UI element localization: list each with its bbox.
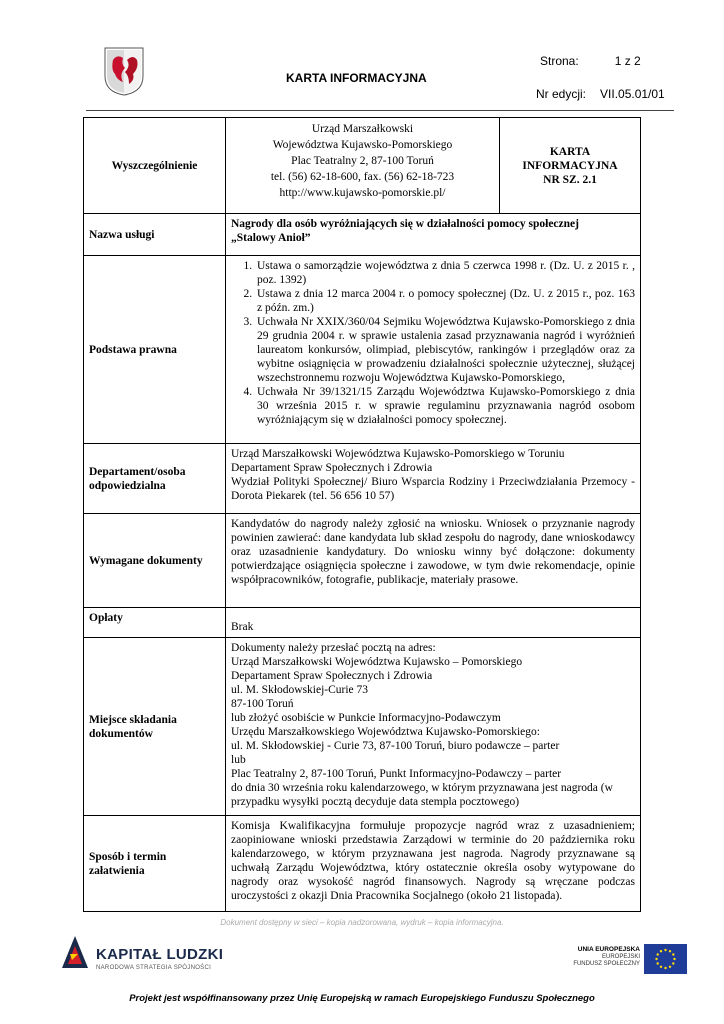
table-row-spec (84, 118, 641, 214)
row-label-docs: Wymagane dokumenty (84, 514, 226, 608)
place-line: Urząd Marszałkowski Województwa Kujawsko – Pomorskiego (231, 656, 523, 668)
place-line: Urzędu Marszałkowskiego Województwa Kujawsko-Pomorskiego: (231, 726, 540, 738)
edition-label: Nr edycji: (536, 87, 587, 101)
place-line: 87-100 Toruń (231, 698, 294, 710)
dept-line-2: Departament Spraw Społecznych i Zdrowia (231, 462, 433, 474)
row-label-spec: Wyszczególnienie (84, 118, 226, 214)
table-row-basis (84, 256, 641, 444)
office-address-block (226, 118, 500, 214)
office-website: http://www.kujawsko-pomorskie.pl/ (279, 187, 446, 199)
place-line: lub złożyć osobiście w Punkcie Informacyjno-Podawczym (231, 712, 501, 724)
info-table (83, 117, 641, 912)
table-row-method (84, 816, 641, 912)
coat-of-arms-icon (103, 46, 145, 96)
eu-fund-label (568, 946, 640, 968)
legal-basis-list (231, 259, 635, 427)
place-line: lub (231, 754, 246, 766)
eu-line-2: FUNDUSZ SPOŁECZNY (573, 961, 640, 967)
service-name-line-1: Nagrody dla osób wyróżniających się w działalności pomocy społecznej (231, 218, 579, 230)
handling-method-text: Komisja Kwalifikacyjna formułuje propozycje nagród wraz z uzasadnieniem; zaopiniowane wnioski przedstawia Zarządowi w terminie do 20 października roku kalendarzowego, w którym przyznawana jest nagroda. Nagrody przyznawane są uchwałą Zarządu Województwa, który ostatecznie określa osoby wytypowane do nagrody oraz wysokość nagród finansowych. Nagrody są wręczane podczas uroczystości z okazji Dnia Pracownika Socjalnego (około 21 listopada). (226, 816, 641, 912)
dept-line-3: Wydział Polityki Społecznej/ Biuro Wsparcia Rodziny i Przeciwdziałania Przemocy - Dorota Piekarek (tel. 56 656 10 57) (231, 476, 635, 502)
legal-basis-list-cell (226, 256, 641, 444)
kapital-ludzki-subtitle: NARODOWA STRATEGIA SPÓJNOŚCI (96, 965, 212, 971)
card-title-2: INFORMACYJNA (522, 159, 618, 172)
row-label-method: Sposób i termin załatwienia (84, 816, 226, 912)
eu-flag-icon (644, 944, 687, 974)
list-item: 2. Ustawa z dnia 12 marca 2004 r. o pomocy społecznej (Dz. U. z 2015 r., poz. 163 z późn. zm.) (255, 287, 635, 315)
list-item: 4. Uchwała Nr 39/1321/15 Zarządu Województwa Kujawsko-Pomorskiego z dnia 30 września 2015 r. w sprawie regulaminu przyznawania nagród osobom wyróżniającym się w działalności pomocy społecznej. (255, 385, 635, 427)
card-title-1: KARTA (549, 145, 591, 158)
table-row-docs (84, 514, 641, 608)
eu-line-1: EUROPEJSKI (601, 954, 640, 960)
office-phone: tel. (56) 62-18-600, fax. (56) 62-18-723 (270, 171, 455, 183)
kapital-ludzki-title: KAPITAŁ LUDZKI (96, 946, 224, 963)
edition-value: VII.05.01/01 (600, 87, 665, 101)
row-label-dept: Departament/osoba odpowiedzialna (84, 444, 226, 514)
office-region: Województwa Kujawsko-Pomorskiego (272, 139, 453, 151)
place-line: Departament Spraw Społecznych i Zdrowia (231, 670, 433, 682)
edition-indicator (536, 87, 665, 101)
row-label-name: Nazwa usługi (84, 214, 226, 256)
service-name-line-2: „Stalowy Anioł” (231, 232, 311, 244)
required-documents-text: Kandydatów do nagrody należy zgłosić na wniosku. Wniosek o przyznanie nagrody powinien zawierać: dane kandydata lub skład zespołu do nagrody, dane wnioskodawcy oraz uzasadnienie kandydatury. Do wniosku winny być dołączone: dokumenty potwierdzające osiągnięcia społeczne i zawodowe, w tym dwie rekomendacje, opinie współpracowników, fotografie, publikacje, materiały prasowe. (226, 514, 641, 608)
card-number: NR SZ. 2.1 (543, 173, 597, 186)
table-row-dept (84, 444, 641, 514)
table-row-fees (84, 608, 641, 638)
place-line: Dokumenty należy przesłać pocztą na adres: (231, 642, 436, 654)
fees-value: Brak (226, 608, 641, 638)
office-address: Plac Teatralny 2, 87-100 Toruń (291, 155, 434, 167)
submission-place-info (226, 638, 641, 816)
place-line: ul. M. Skłodowskiej-Curie 73 (231, 684, 369, 696)
document-title: KARTA INFORMACYJNA (286, 71, 427, 85)
eu-title: UNIA EUROPEJSKA (577, 946, 640, 953)
department-info (226, 444, 641, 514)
dept-line-1: Urząd Marszałkowski Województwa Kujawsko-Pomorskiego w Toruniu (231, 448, 565, 460)
table-row-name (84, 214, 641, 256)
place-line: do dnia 30 września roku kalendarzowego, w którym przyznawana jest nagroda (w przypadku wysyłki pocztą decyduje data stempla pocztowego) (231, 782, 613, 808)
place-line: Plac Teatralny 2, 87-100 Toruń, Punkt Informacyjno-Podawczy – parter (231, 768, 562, 780)
card-number-block (500, 118, 641, 214)
page-indicator (540, 54, 641, 68)
list-item: 3. Uchwała Nr XXIX/360/04 Sejmiku Województwa Kujawsko-Pomorskiego z dnia 29 grudnia 2004 r. w sprawie ustalenia zasad przyznawania nagród i wyróżnień laureatom konkursów, olimpiad, plebiscytów, rankingów i przeglądów oraz za wybitne osiągnięcia w prowadzeniu działalności społecznie użytecznej, służącej wszechstronnemu rozwoju Województwa Kujawsko-Pomorskiego, (255, 315, 635, 385)
page-label: Strona: (540, 54, 579, 68)
row-label-fees: Opłaty (84, 608, 226, 638)
document-status-note: Dokument dostępny w sieci – kopia nadzorowana, wydruk – kopia informacyjna. (220, 918, 504, 927)
list-item: 1. Ustawa o samorządzie województwa z dnia 5 czerwca 1998 r. (Dz. U. z 2015 r. , poz. 1392) (255, 259, 635, 287)
table-row-place (84, 638, 641, 816)
header-divider (86, 110, 674, 111)
row-label-place: Miejsce składania dokumentów (84, 638, 226, 816)
office-name: Urząd Marszałkowski (311, 123, 414, 135)
service-name (226, 214, 641, 256)
row-label-basis: Podstawa prawna (84, 256, 226, 444)
cofinancing-note: Projekt jest współfinansowany przez Unię Europejską w ramach Europejskiego Funduszu Społecznego (129, 993, 595, 1004)
kapital-ludzki-logo-icon (60, 934, 90, 972)
place-line: ul. M. Skłodowskiej - Curie 73, 87-100 Toruń, biuro podawcze – parter (231, 740, 560, 752)
page-value: 1 z 2 (614, 54, 641, 68)
